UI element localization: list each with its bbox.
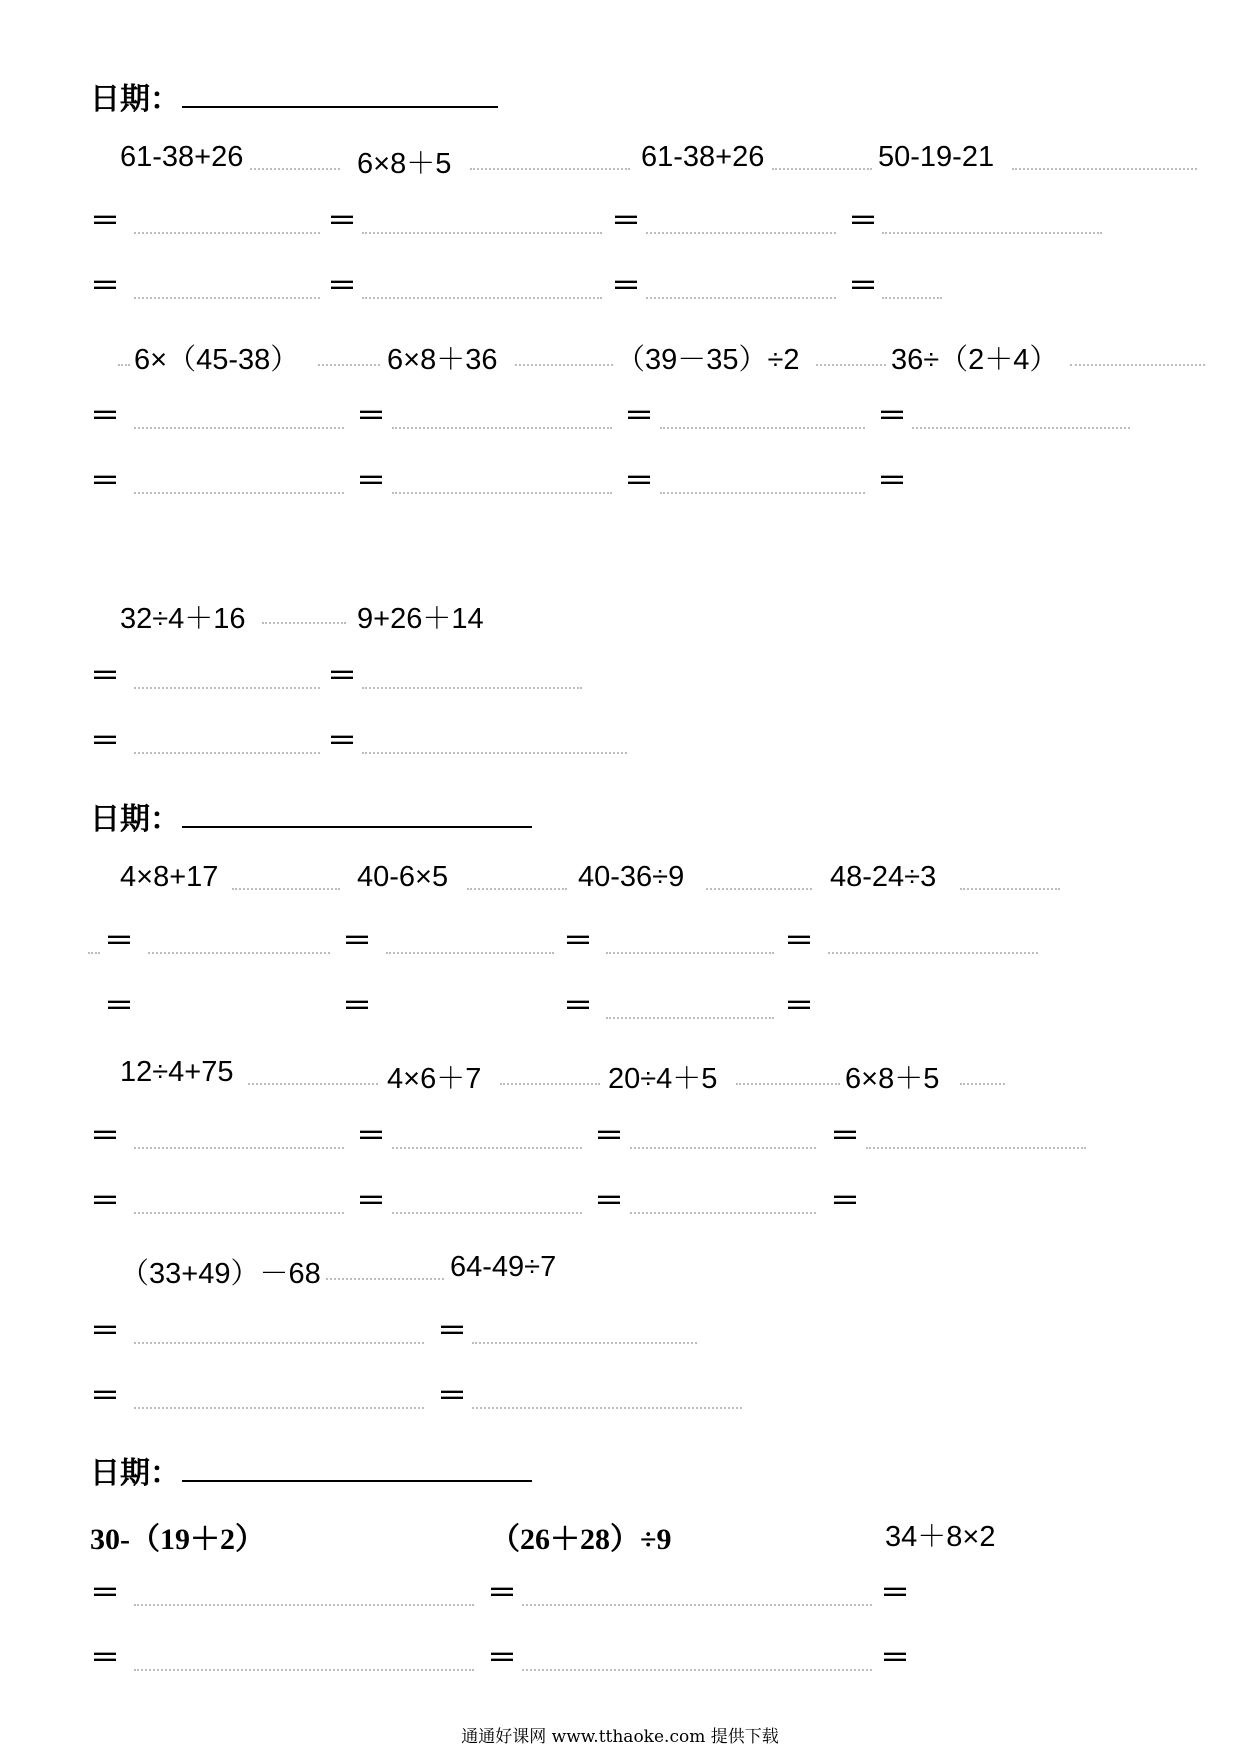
expression: 48-24÷3: [830, 861, 937, 893]
expression: （33+49）－68: [120, 1258, 321, 1290]
dots: [1012, 168, 1197, 170]
equals-sign: ＝: [563, 989, 593, 1024]
answer-line: [134, 1342, 424, 1344]
equals-sign: ＝: [437, 1379, 467, 1414]
equals-sign: ＝: [830, 1184, 860, 1219]
answer-line: [134, 492, 344, 494]
dots: [960, 888, 1060, 890]
equals-sign: ＝: [90, 1576, 120, 1611]
expression: 30-（19＋2）: [90, 1523, 265, 1556]
answer-line: [912, 427, 1130, 429]
date-line: [182, 826, 532, 828]
equals-sign: ＝: [848, 269, 878, 304]
answer-line: [392, 1147, 582, 1149]
expression: 12÷4+75: [120, 1056, 234, 1088]
equals-sign: ＝: [90, 1119, 120, 1154]
expression: 36÷（2＋4）: [891, 344, 1059, 376]
answer-line: [522, 1669, 872, 1671]
answer-line: [134, 427, 344, 429]
dots: [736, 1083, 840, 1085]
answer-line: [134, 1669, 474, 1671]
expression: （39－35）÷2: [616, 344, 800, 376]
expression: 61-38+26: [120, 141, 244, 173]
equals-sign: ＝: [104, 989, 134, 1024]
equals-sign: ＝: [327, 204, 357, 239]
answer-line: [882, 232, 1102, 234]
expression: 6×（45-38）: [134, 344, 300, 376]
equals-sign: ＝: [487, 1641, 517, 1676]
answer-line: [606, 1017, 774, 1019]
answer-line: [392, 1212, 582, 1214]
expression: 40-36÷9: [578, 861, 685, 893]
equals-sign: ＝: [90, 464, 120, 499]
equals-sign: ＝: [342, 989, 372, 1024]
dots: [1070, 364, 1205, 366]
equals-sign: ＝: [90, 1184, 120, 1219]
equals-sign: ＝: [90, 399, 120, 434]
equals-sign: ＝: [563, 924, 593, 959]
answer-line: [134, 1212, 344, 1214]
answer-line: [646, 232, 836, 234]
answer-line: [660, 492, 865, 494]
equals-sign: ＝: [624, 464, 654, 499]
equals-sign: ＝: [90, 269, 120, 304]
dots: [470, 168, 630, 170]
equals-sign: ＝: [784, 924, 814, 959]
dots: [232, 888, 340, 890]
equals-sign: ＝: [611, 269, 641, 304]
answer-line: [134, 232, 320, 234]
equals-sign: ＝: [594, 1119, 624, 1154]
answer-line: [386, 952, 554, 954]
date-label: 日期：: [90, 803, 180, 836]
expression: 32÷4＋16: [120, 603, 246, 635]
expression: 4×6＋7: [387, 1063, 482, 1095]
dots: [515, 364, 613, 366]
expression: （26＋28）÷9: [490, 1523, 672, 1556]
answer-line: [828, 952, 1038, 954]
dots: [706, 888, 812, 890]
date-line: [182, 106, 498, 108]
answer-line: [660, 427, 865, 429]
answer-line: [148, 952, 330, 954]
dots: [467, 888, 567, 890]
equals-sign: ＝: [848, 204, 878, 239]
answer-line: [472, 1342, 697, 1344]
dots: [960, 1083, 1005, 1085]
dots: [262, 622, 346, 624]
expression: 34＋8×2: [885, 1521, 996, 1553]
expression: 20÷4＋5: [608, 1063, 718, 1095]
expression: 50-19-21: [878, 141, 995, 173]
equals-sign: ＝: [594, 1184, 624, 1219]
equals-sign: ＝: [784, 989, 814, 1024]
answer-line: [606, 952, 774, 954]
answer-line: [392, 427, 612, 429]
answer-line: [630, 1212, 816, 1214]
dots: [118, 364, 130, 366]
expression: 61-38+26: [641, 141, 765, 173]
equals-sign: ＝: [104, 924, 134, 959]
answer-line: [882, 297, 942, 299]
answer-line: [134, 297, 320, 299]
answer-line: [472, 1407, 742, 1409]
equals-sign: ＝: [437, 1314, 467, 1349]
equals-sign: ＝: [487, 1576, 517, 1611]
equals-sign: ＝: [880, 1576, 910, 1611]
dots: [816, 364, 886, 366]
dots: [326, 1278, 444, 1280]
dots: [500, 1083, 600, 1085]
expression: 40-6×5: [357, 861, 449, 893]
dots: [318, 364, 380, 366]
equals-sign: ＝: [90, 659, 120, 694]
expression: 6×8＋36: [387, 344, 498, 376]
answer-line: [522, 1604, 872, 1606]
equals-sign: ＝: [327, 659, 357, 694]
equals-sign: ＝: [90, 204, 120, 239]
answer-line: [88, 952, 100, 954]
answer-line: [134, 1147, 344, 1149]
dots: [772, 168, 872, 170]
date-line: [182, 1480, 532, 1482]
equals-sign: ＝: [830, 1119, 860, 1154]
equals-sign: ＝: [356, 1184, 386, 1219]
equals-sign: ＝: [624, 399, 654, 434]
dots: [250, 168, 340, 170]
equals-sign: ＝: [356, 399, 386, 434]
expression: 6×8＋5: [357, 148, 452, 180]
equals-sign: ＝: [90, 724, 120, 759]
dots: [248, 1083, 378, 1085]
answer-line: [630, 1147, 816, 1149]
answer-line: [646, 297, 836, 299]
date-label: 日期：: [90, 83, 180, 116]
answer-line: [362, 232, 602, 234]
answer-line: [134, 752, 320, 754]
answer-line: [866, 1147, 1086, 1149]
equals-sign: ＝: [877, 464, 907, 499]
equals-sign: ＝: [327, 269, 357, 304]
equals-sign: ＝: [90, 1314, 120, 1349]
answer-line: [362, 687, 582, 689]
equals-sign: ＝: [90, 1379, 120, 1414]
answer-line: [362, 297, 602, 299]
answer-line: [134, 687, 320, 689]
date-label: 日期：: [90, 1457, 180, 1490]
answer-line: [392, 492, 612, 494]
equals-sign: ＝: [90, 1641, 120, 1676]
equals-sign: ＝: [356, 464, 386, 499]
expression: 64-49÷7: [450, 1251, 557, 1283]
answer-line: [134, 1407, 424, 1409]
answer-line: [134, 1604, 474, 1606]
equals-sign: ＝: [342, 924, 372, 959]
expression: 6×8＋5: [845, 1063, 940, 1095]
expression: 4×8+17: [120, 861, 219, 893]
equals-sign: ＝: [877, 399, 907, 434]
answer-line: [362, 752, 627, 754]
equals-sign: ＝: [327, 724, 357, 759]
expression: 9+26＋14: [357, 603, 484, 635]
equals-sign: ＝: [611, 204, 641, 239]
equals-sign: ＝: [356, 1119, 386, 1154]
equals-sign: ＝: [880, 1641, 910, 1676]
footer-text: 通通好课网 www.tthaoke.com 提供下载: [461, 1727, 779, 1747]
